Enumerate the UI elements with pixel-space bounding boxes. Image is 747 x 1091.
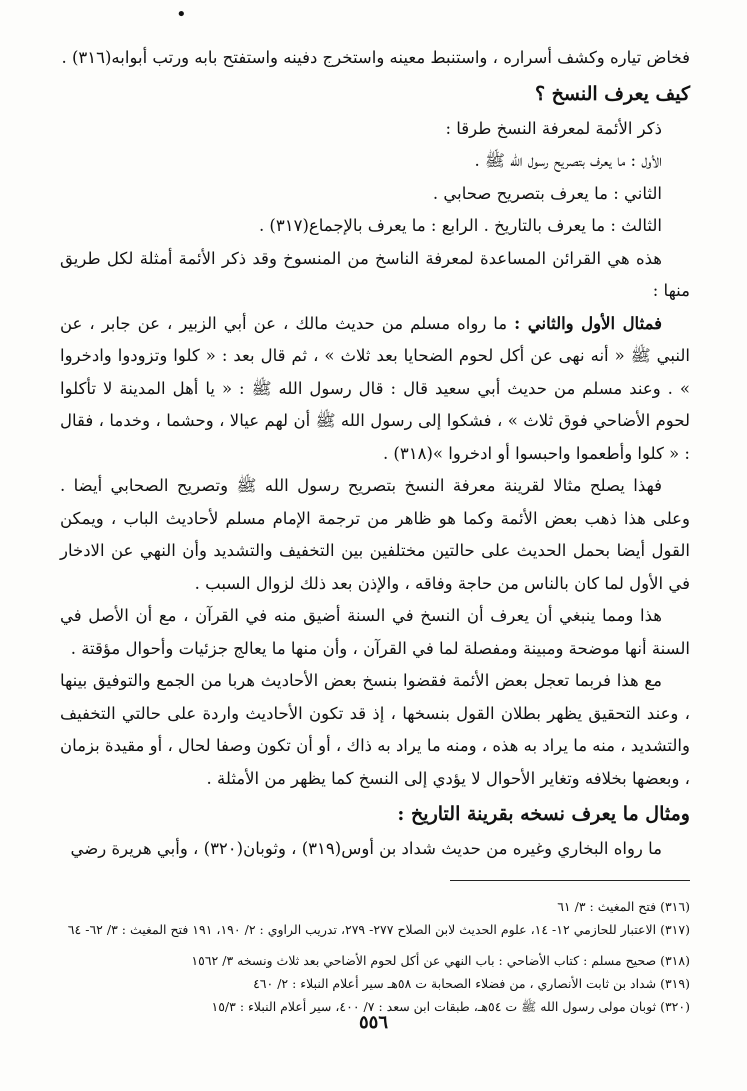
paragraph-indicators: هذه هي القرائن المساعدة لمعرفة الناسخ من المنسوخ وقد ذكر الأئمة أمثلة لكل طريق منها : (60, 248, 690, 300)
paragraph-example-analysis: فهذا يصلح مثالا لقرينة معرفة النسخ بتصريح رسول الله ﷺ وتصريح الصحابي أيضا . وعلى هذا ذهب بعض الأئمة وكما هو ظاهر من ترجمة الإمام مسلم لأحاديث الباب ، ويمكن القول أيضا بحمل الحديث على حالتين مختلفين بين التخفيف والتشديد وأن النهي عن الادخار في الأول لما كان بالناس من حاجة وفاقه ، والإذن بعد ذلك لزوال السبب . (60, 476, 690, 593)
top-mark: • (176, 4, 187, 25)
paragraph-intro: فخاض تياره وكشف أسراره ، واستنبط معينه واستخرج دفينه واستفتح بابه ورتب أبوابه(٣١٦) . (61, 48, 690, 67)
section-heading-history-example: ومثال ما يعرف نسخه بقرينة التاريخ : (397, 803, 690, 825)
paragraph-methods-intro: ذكر الأئمة لمعرفة النسخ طرقا : (445, 118, 662, 138)
footnote-316: (٣١٦) فتح المغيث : ٣/ ٦١ (557, 898, 690, 914)
method-second: الثاني : ما يعرف بتصريح صحابي . (432, 183, 662, 203)
method-third-fourth: الثالث : ما يعرف بالتاريخ . الرابع : ما يعرف بالإجماع(٣١٧) . (258, 216, 662, 235)
method-first: الأول : ما يعرف بتصريح رسول الله ﷺ . (474, 151, 662, 170)
page-body (60, 42, 690, 1018)
footnote-317: (٣١٧) الاعتبار للحازمي ١٢- ١٤، علوم الحديث لابن الصلاح ٢٧٧- ٢٧٩، تدريب الراوي : ٢/ ١٩٠، ١٩١ فتح المغيث : ٣/ ٦٢- ٦٤ (67, 921, 690, 937)
paragraph-hasty-abrogation: مع هذا فربما تعجل بعض الأئمة فقضوا بنسخ بعض الأحاديث هربا من الجمع والتوفيق بينها ، وعند التحقيق يظهر بطلان القول بنسخها ، إذ قد تكون الأحاديث واردة على حالتي التخفيف والتشديد ، منه ما يراد به هذه ، ومنه ما يراد به ذاك ، أو أن تكون وصفا لحال ، أو مقيدة بزمان ، وبعضها بخلافه وتغاير الأحوال لا يؤدي إلى النسخ كما يظهر من الأمثلة . (60, 671, 690, 788)
footnote-320: (٣٢٠) ثوبان مولى رسول الله ﷺ ت ٥٤هـ، طبقات ابن سعد : ٧/ ٤٠٠، سير أعلام النبلاء : ١٥/٣ (211, 998, 690, 1014)
example-body: ما رواه مسلم من حديث مالك ، عن أبي الزبير ، عن جابر ، عن النبي ﷺ « أنه نهى عن أكل لحوم الضحايا بعد ثلاث » ، ثم قال بعد : « كلوا وتزودوا وادخروا » . وعند مسلم من حديث أبي سعيد قال : قال رسول الله ﷺ : « يا أهل المدينة لا تأكلوا لحوم الأضاحي فوق ثلاث » ، فشكوا إلى رسول الله ﷺ أن لهم عيالا ، وحشما ، وخدما ، فقال : « كلوا وأطعموا واحبسوا أو ادخروا »(٣١٨) . (60, 313, 690, 463)
paragraph-sunnah-abrogation: هذا ومما ينبغي أن يعرف أن النسخ في السنة أضيق منه في القرآن ، مع أن الأصل في السنة أنها موضحة ومبينة ومفصلة لما في القرآن ، وأن منها ما يعالج جزئيات وأحوال مؤقتة . (60, 606, 690, 658)
footnote-divider (450, 880, 690, 881)
footnote-319: (٣١٩) شداد بن ثابت الأنصاري ، من فضلاء الصحابة ت ٥٨هـ سير أعلام النبلاء : ٢/ ٤٦٠ (253, 975, 690, 991)
paragraph-bukhari: ما رواه البخاري وغيره من حديث شداد بن أوس(٣١٩) ، وثوبان(٣٢٠) ، وأبي هريرة رضي (70, 839, 662, 858)
section-heading-how-abrogation-known: كيف يعرف النسخ ؟ (534, 82, 690, 105)
example-lead: فمثال الأول والثاني : (514, 313, 662, 333)
footnote-318: (٣١٨) صحيح مسلم : كتاب الأضاحي : باب النهي عن أكل لحوم الأضاحي بعد ثلاث ونسخه ٣/ ١٥٦٢ (191, 952, 690, 968)
page-number: ٥٥٦ (358, 1012, 388, 1033)
paragraph-example-one-two (60, 308, 690, 471)
